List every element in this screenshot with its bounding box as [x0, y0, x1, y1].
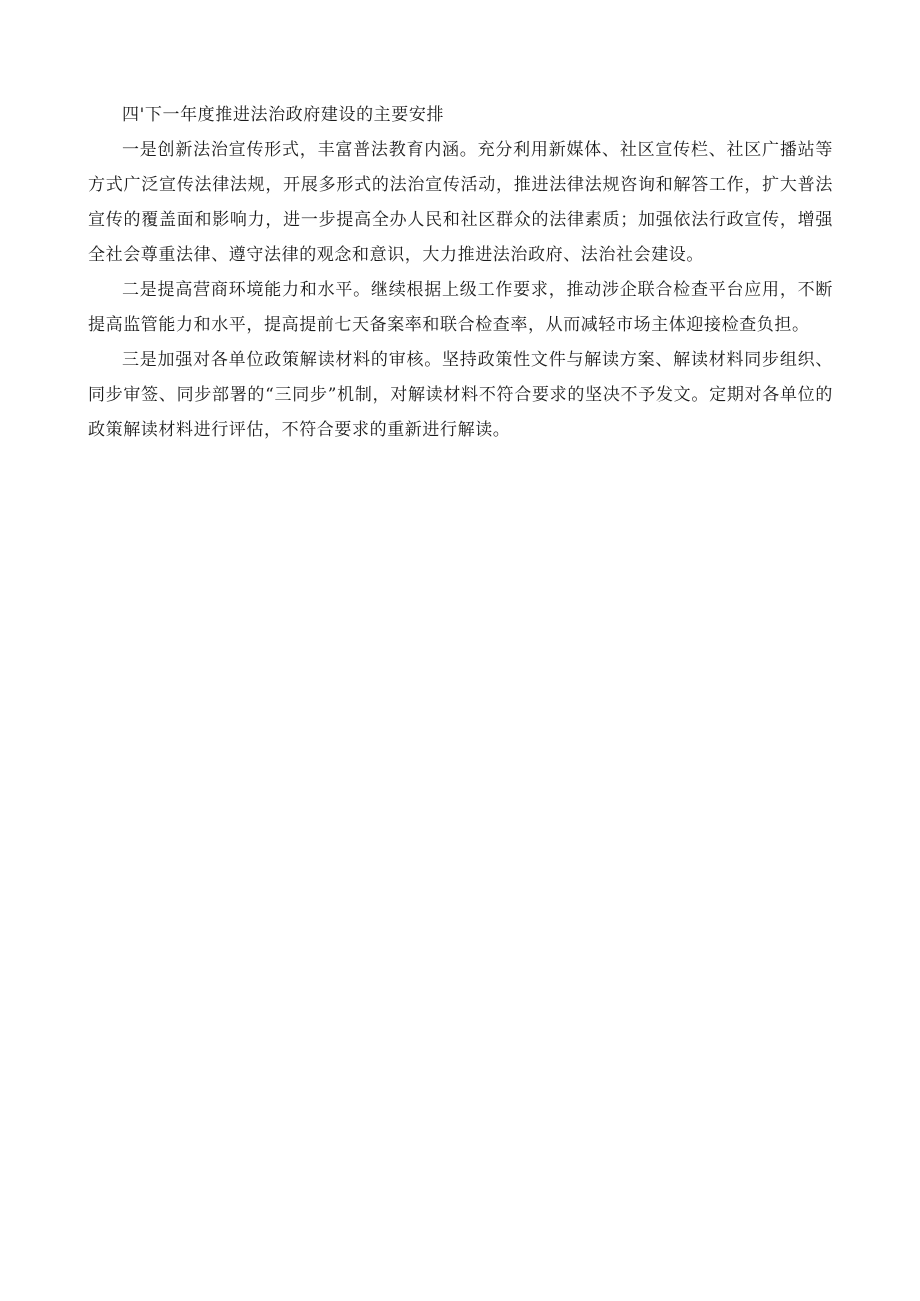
section-heading: 四'下一年度推进法治政府建设的主要安排: [122, 105, 445, 125]
paragraph-1: 一是创新法治宣传形式，丰富普法教育内涵。充分利用新媒体、社区宣传栏、社区广播站等方式广泛宣传法律法规，开展多形式的法治宣传活动，推进法律法规咨询和解答工作，扩大普法宣传的覆盖面和影响力，进一步提高全办人民和社区群众的法律素质；加强依法行政宣传，增强全社会尊重法律、遵守法律的观念和意识，大力推进法治政府、法治社会建设。: [88, 140, 833, 265]
paragraph-2: 二是提高营商环境能力和水平。继续根据上级工作要求，推动涉企联合检查平台应用，不断提高监管能力和水平，提高提前七天备案率和联合检查率，从而减轻市场主体迎接检查负担。: [88, 280, 833, 335]
document-body: [88, 98, 833, 448]
paragraph-3: 三是加强对各单位政策解读材料的审核。坚持政策性文件与解读方案、解读材料同步组织、同步审签、同步部署的“三同步”机制，对解读材料不符合要求的坚决不予发文。定期对各单位的政策解读材料进行评估，不符合要求的重新进行解读。: [88, 350, 833, 440]
